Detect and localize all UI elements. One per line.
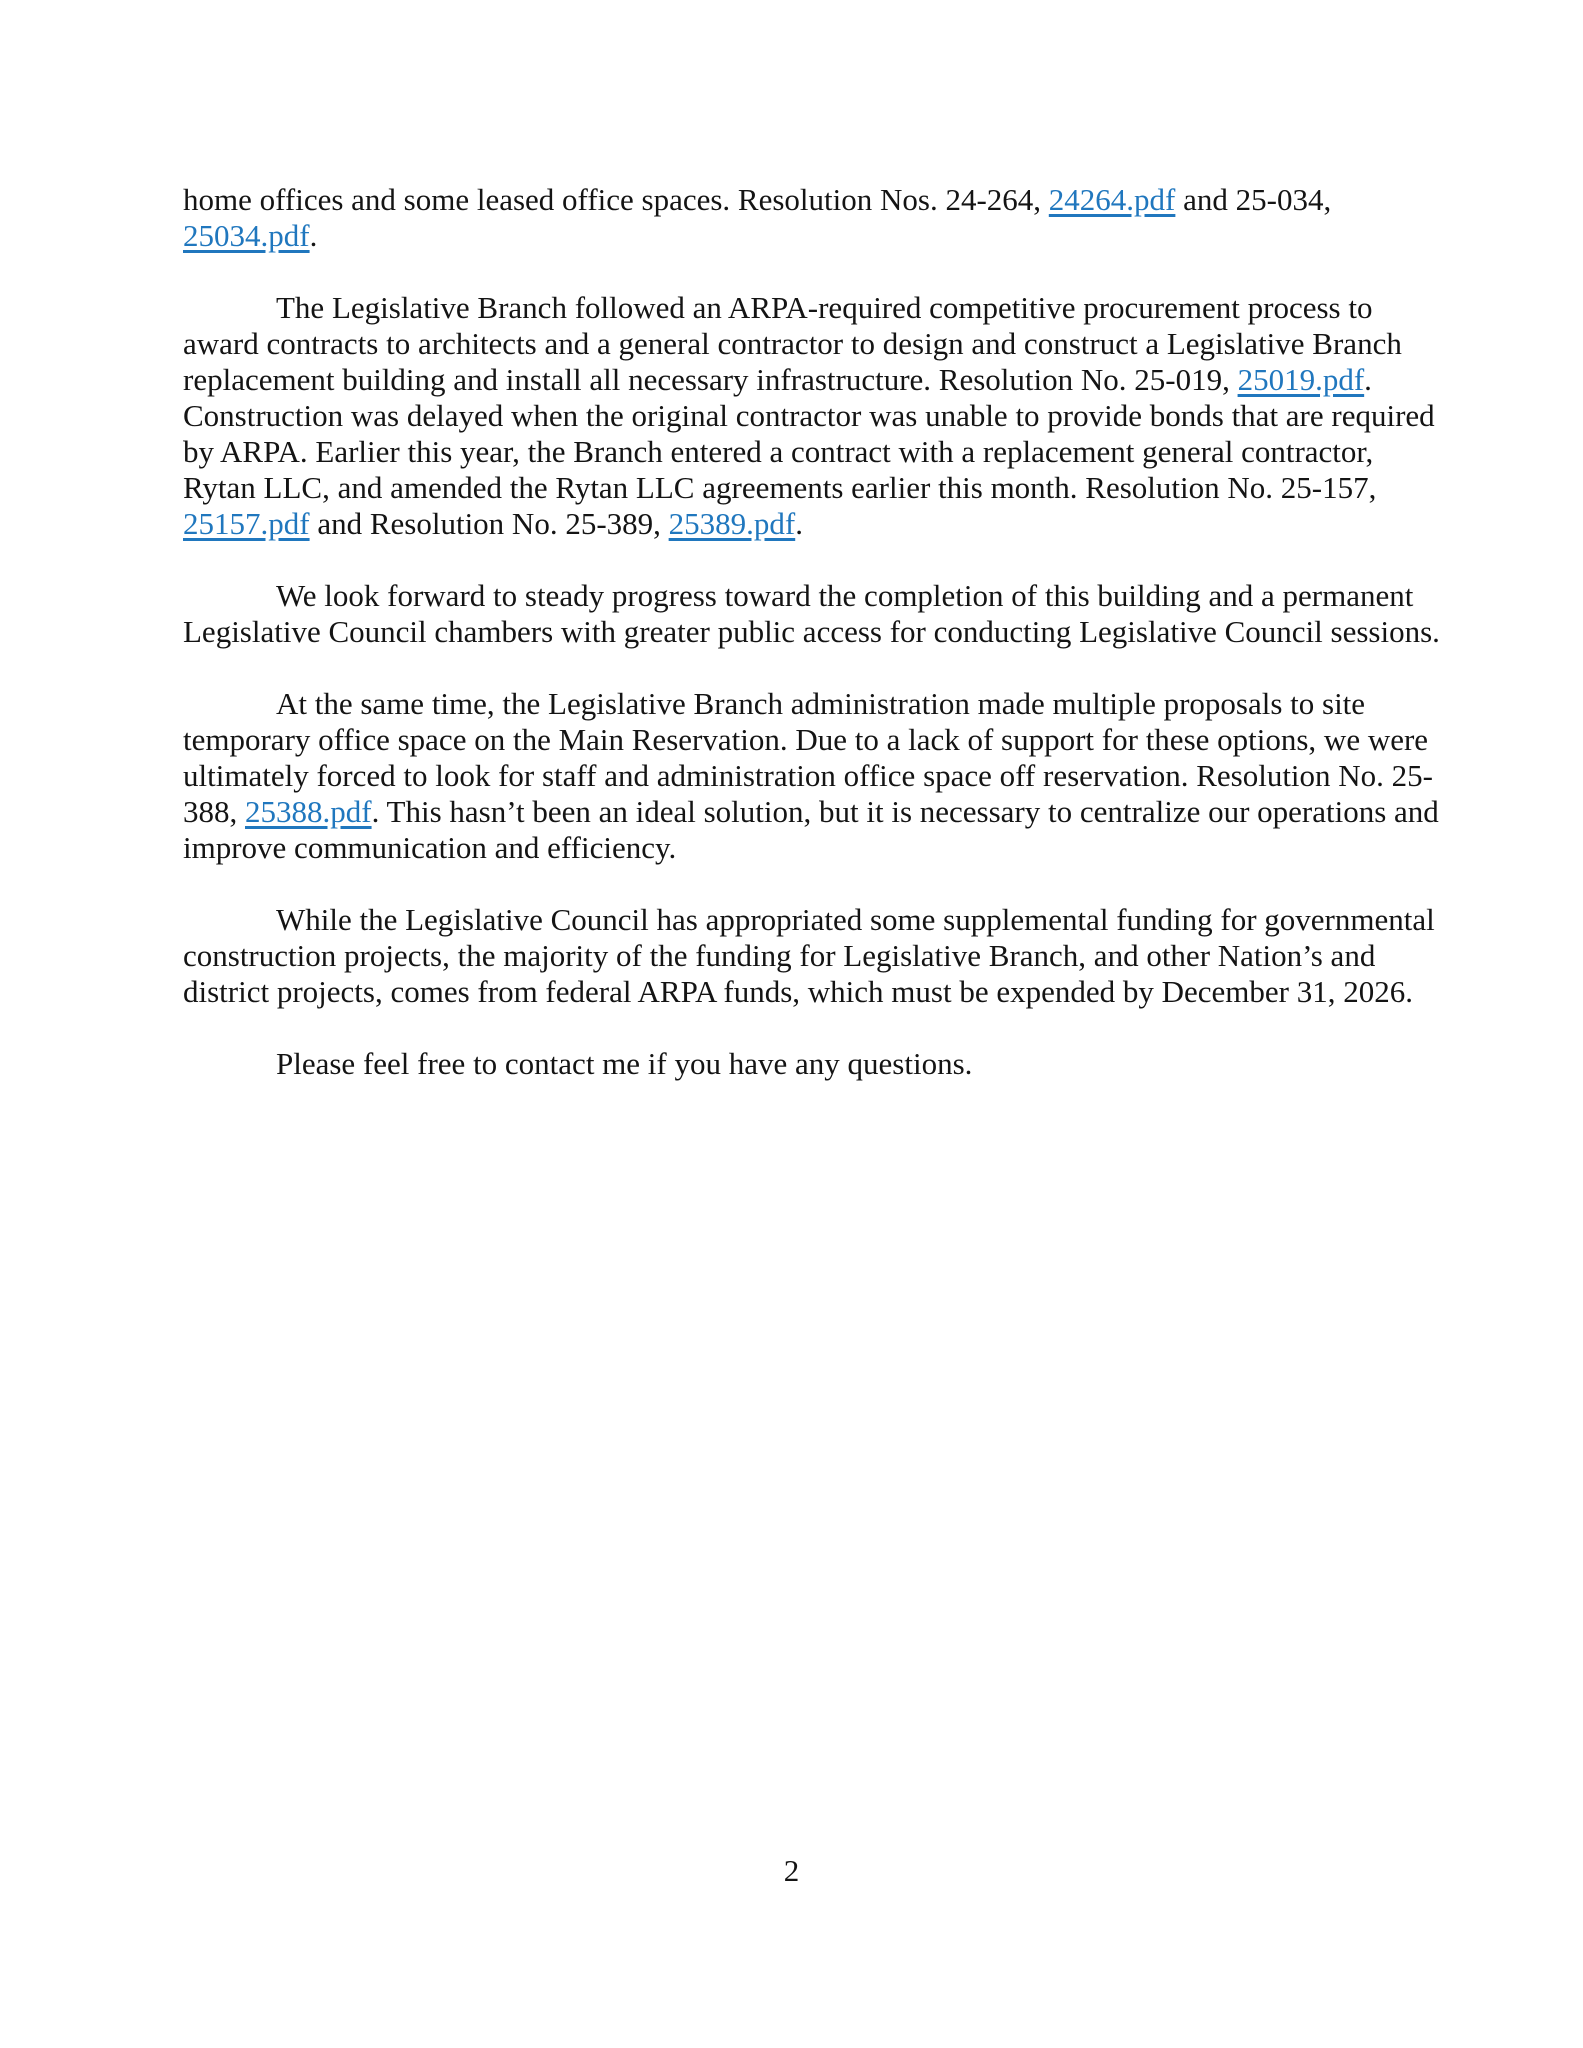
paragraph bbox=[183, 182, 1449, 254]
pdf-link[interactable]: 25388.pdf bbox=[245, 794, 372, 829]
paragraph bbox=[183, 686, 1449, 866]
paragraph-text: We look forward to steady progress toward the completion of this building and a permanent Legislative Council chambers with greater public access for conducting Legislative Council sessions. bbox=[183, 578, 1440, 649]
paragraph bbox=[183, 290, 1449, 542]
pdf-link[interactable]: 25019.pdf bbox=[1237, 362, 1365, 397]
paragraph-text: At the same time, the Legislative Branch administration made multiple proposals to site temporary office space on the Main Reservation. Due to a lack of support for these options, we were ultimately forced to look for staff and administration office space off reservation. Resolution No. 25-388, bbox=[183, 686, 1434, 829]
paragraph-text: . bbox=[309, 218, 318, 253]
paragraph bbox=[183, 902, 1449, 1010]
pdf-link[interactable]: 25389.pdf bbox=[668, 506, 796, 541]
paragraph-text: and Resolution No. 25-389, bbox=[309, 506, 669, 541]
paragraph-text: While the Legislative Council has appropriated some supplemental funding for governmental construction projects, the majority of the funding for Legislative Branch, and other Nation’s and district projects, comes from federal ARPA funds, which must be expended by December 31, 2026. bbox=[183, 902, 1435, 1009]
paragraph-text: . Construction was delayed when the original contractor was unable to provide bonds that are required by ARPA. Earlier this year, the Branch entered a contract with a replacement general contractor, Rytan LLC, and amended the Rytan LLC agreements earlier this month. Resolution No. 25-157, bbox=[183, 362, 1435, 505]
paragraph-text: Please feel free to contact me if you have any questions. bbox=[276, 1046, 973, 1081]
pdf-link[interactable]: 24264.pdf bbox=[1048, 182, 1176, 217]
paragraph bbox=[183, 578, 1449, 650]
paragraph bbox=[183, 1046, 1449, 1082]
page-number: 2 bbox=[783, 1853, 800, 1888]
pdf-link[interactable]: 25034.pdf bbox=[183, 218, 310, 253]
paragraph-text: . bbox=[795, 506, 803, 541]
letter-body bbox=[183, 182, 1449, 1118]
paragraph-text: The Legislative Branch followed an ARPA-required competitive procurement process to award contracts to architects and a general contractor to design and construct a Legislative Branch replacement building and install all necessary infrastructure. Resolution No. 25-019, bbox=[183, 290, 1402, 397]
paragraph-text: and 25-034, bbox=[1175, 182, 1332, 217]
paragraph-text: home offices and some leased office spaces. Resolution Nos. 24-264, bbox=[183, 182, 1049, 217]
paragraph-text: . This hasn’t been an ideal solution, but it is necessary to centralize our operations and improve communication and efficiency. bbox=[183, 794, 1439, 865]
pdf-link[interactable]: 25157.pdf bbox=[183, 506, 310, 541]
